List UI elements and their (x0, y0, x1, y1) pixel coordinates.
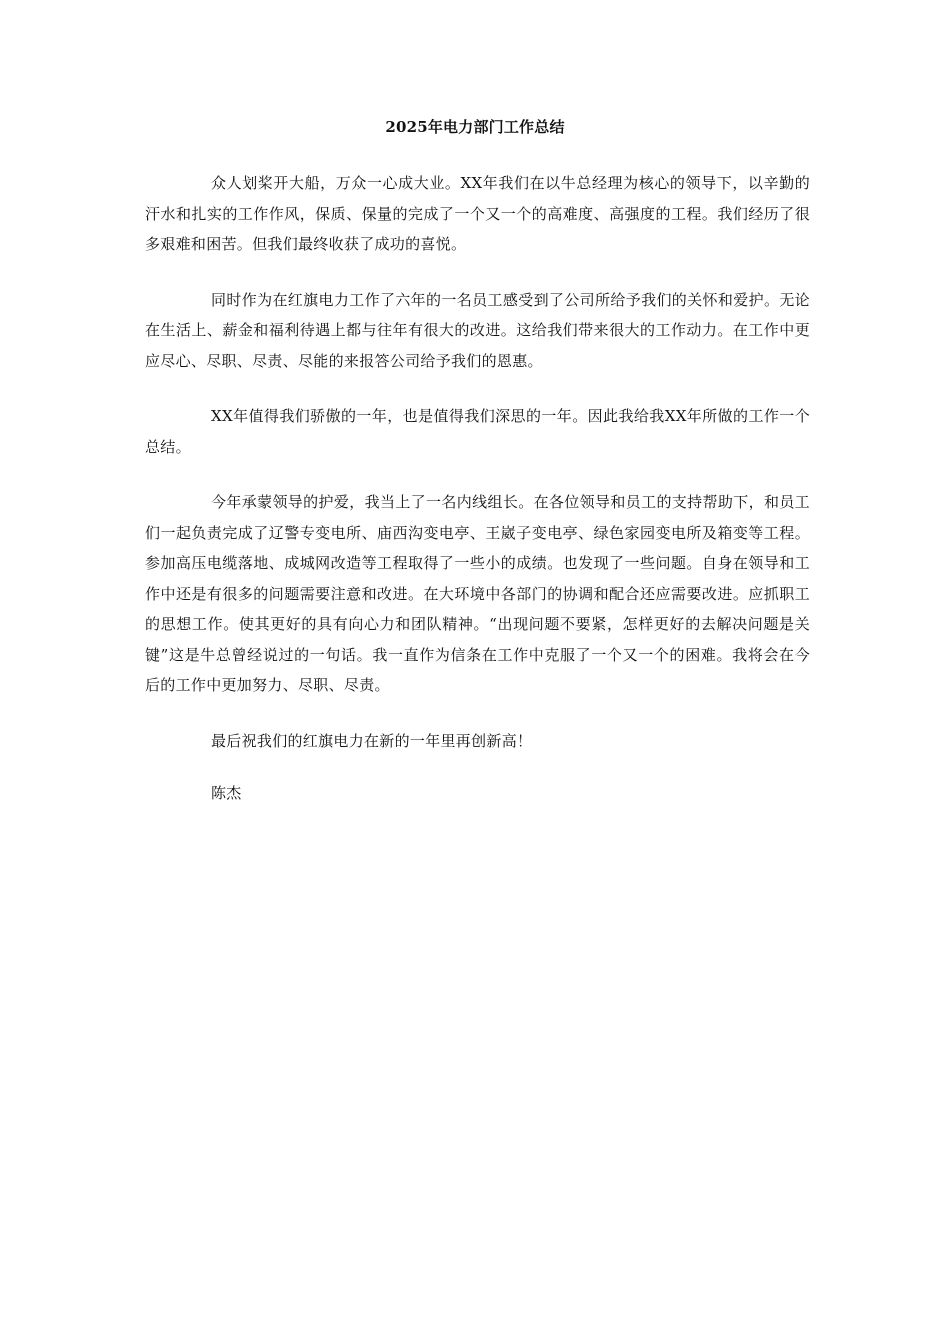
paragraph-opening: 众人划桨开大船，万众一心成大业。XX年我们在以牛总经理为核心的领导下，以辛勤的汗水和扎实的工作作风，保质、保量的完成了一个又一个的高难度、高强度的工程。我们经历了很多艰难和困苦。但我们最终收获了成功的喜悦。 (145, 174, 810, 253)
paragraph-work-summary: 今年承蒙领导的护爱，我当上了一名内线组长。在各位领导和员工的支持帮助下，和员工们一起负责完成了辽警专变电所、庙西沟变电亭、王崴子变电亭、绿色家园变电所及箱变等工程。参加高压电缆落地、成城网改造等工程取得了一些小的成绩。也发现了一些问题。自身在领导和工作中还是有很多的问题需要注意和改进。在大环境中各部门的协调和配合还应需要改进。应抓职工的思想工作。使其更好的具有向心力和团队精神。“出现问题不要紧，怎样更好的去解决问题是关键”这是牛总曾经说过的一句话。我一直作为信条在工作中克服了一个又一个的困难。我将会在今后的工作中更加努力、尽职、尽责。 (145, 493, 810, 694)
document-title: 2025年电力部门工作总结 (385, 118, 565, 136)
document-body (145, 168, 810, 808)
author-signature: 陈杰 (211, 784, 242, 802)
paragraph-closing-wish: 最后祝我们的红旗电力在新的一年里再创新高！ (211, 731, 533, 750)
paragraph-reflection: XX年值得我们骄傲的一年，也是值得我们深思的一年。因此我给我XX年所做的工作一个总结。 (145, 407, 810, 456)
paragraph-gratitude: 同时作为在红旗电力工作了六年的一名员工感受到了公司所给予我们的关怀和爱护。无论在生活上、薪金和福利待遇上都与往年有很大的改进。这给我们带来很大的工作动力。在工作中更应尽心、尽职、尽责、尽能的来报答公司给予我们的恩惠。 (145, 290, 810, 370)
